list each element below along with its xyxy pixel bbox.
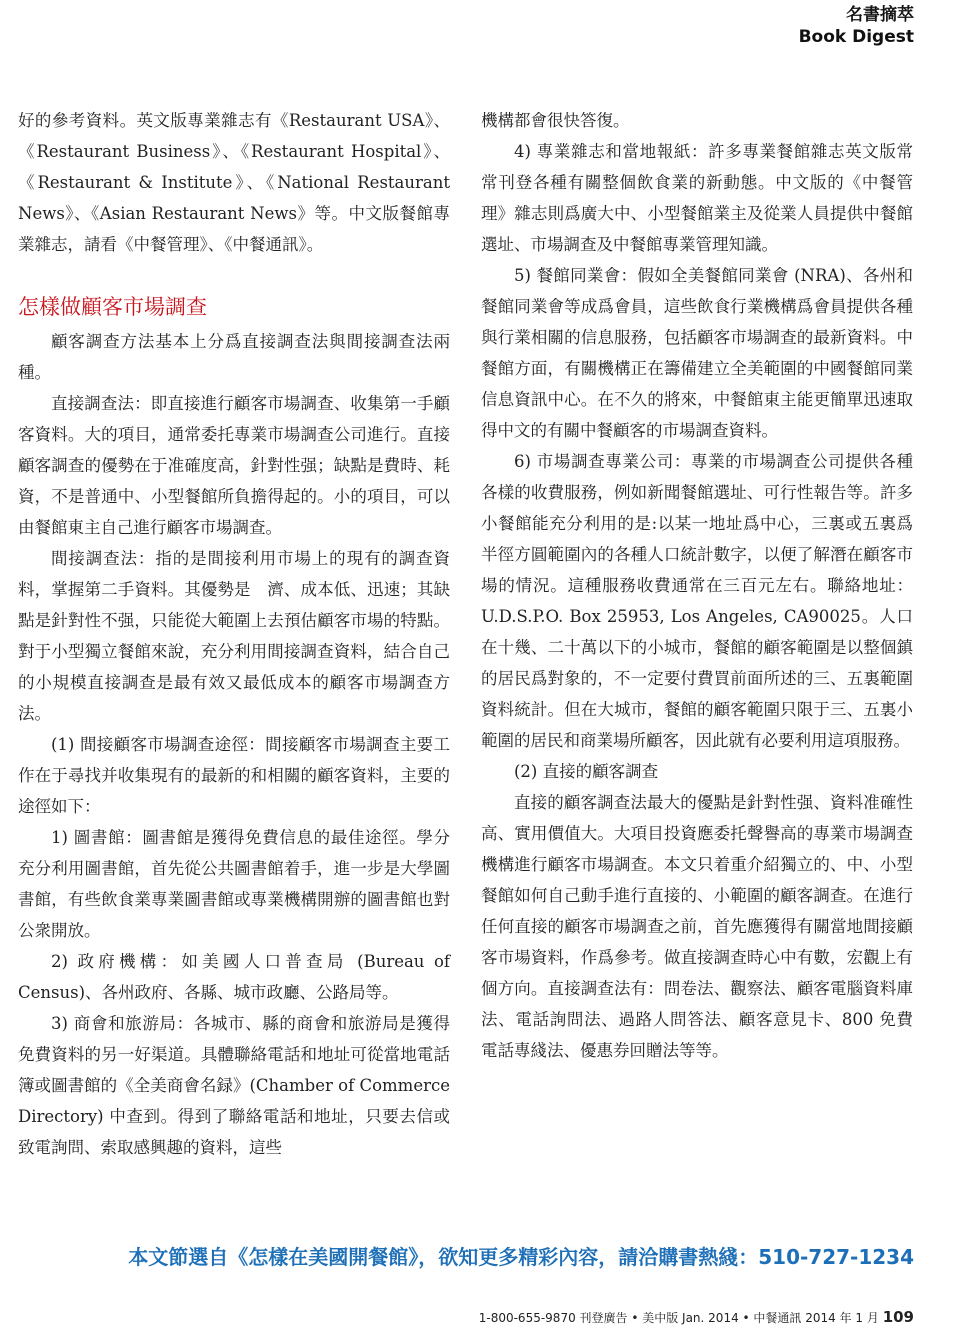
- paragraph: 機構都會很快答復。: [481, 111, 630, 130]
- promo-banner: 本文節選自《怎樣在美國開餐館》，欲知更多精彩內容，請洽購書熱綫：510-727-1234: [128, 1245, 914, 1269]
- page-footer: [479, 1307, 914, 1328]
- paragraph: 直接的顧客調查法最大的優點是針對性强、資料准確性高、實用價值大。大項目投資應委托聲譽高的專業市場調查機構進行顧客市場調查。本文只着重介紹獨立的、中、小型餐館如何自己動手進行直接的、小範圍的顧客調查。在進行任何直接的顧客市場調查之前，首先應獲得有關當地間接顧客市場資料，作爲參考。做直接調查時心中有數，宏觀上有個方向。直接調查法有：問卷法、觀察法、顧客電腦資料庫法、電話詢問法、過路人問答法、顧客意見卡、800 免費電話專綫法、優惠券回贈法等等。: [481, 793, 913, 1060]
- paragraph: 4) 專業雜志和當地報紙：許多專業餐館雜志英文版常常刊登各種有關整個飲食業的新動態。中文版的《中餐管理》雜志則爲廣大中、小型餐館業主及從業人員提供中餐館選址、市場調查及中餐館專業管理知識。: [481, 142, 913, 254]
- right-column: [481, 105, 913, 1066]
- paragraph: 顧客調查方法基本上分爲直接調查法與間接調查法兩種。: [18, 332, 450, 382]
- paragraph: 6) 市場調查專業公司：專業的市場調查公司提供各種各樣的收費服務，例如新聞餐館選址、可行性報告等。許多小餐館能充分利用的是:以某一地址爲中心，三裏或五裏爲半徑方圓範圍內的各種人口統計數字，以便了解潛在顧客市場的情況。這種服務收費通常在三百元左右。聯絡地址：U.D.S.P.O. Box 25953, Los Angeles, CA90025。人口在十幾、二十萬以下的小城市，餐館的顧客範圍是以整個鎮的居民爲對象的，不一定要付費買前面所述的三、五裏範圍資料統計。但在大城市，餐館的顧客範圍只限于三、五裏小範圍的居民和商業場所顧客，因此就有必要利用這項服務。: [481, 452, 913, 750]
- left-column: [18, 105, 450, 1163]
- paragraph: 5) 餐館同業會：假如全美餐館同業會 (NRA)、各州和餐館同業會等成爲會員，這些飲食行業機構爲會員提供各種與行業相關的信息服務，包括顧客市場調查的最新資料。中餐館方面，有關機構正在籌備建立全美範圍的中國餐館同業信息資訊中心。在不久的將來，中餐館東主能更簡單迅速取得中文的有關中餐顧客的市場調查資料。: [481, 266, 913, 440]
- paragraph: 間接調查法：指的是間接利用市場上的現有的調查資料，掌握第二手資料。其優勢是 濟、成本低、迅速；其缺點是針對性不强，只能從大範圍上去預估顧客市場的特點。對于小型獨立餐館來說，充分利用間接調查資料，結合自己的小規模直接調查是最有效又最低成本的顧客市場調查方法。: [18, 549, 450, 723]
- paragraph: (1) 間接顧客市場調查途徑：間接顧客市場調查主要工作在于尋找并收集現有的最新的和相關的顧客資料，主要的途徑如下：: [18, 735, 450, 816]
- section-title-en: Book Digest: [798, 27, 914, 47]
- paragraph: 3) 商會和旅游局：各城市、縣的商會和旅游局是獲得免費資料的另一好渠道。具體聯絡電話和地址可從當地電話簿或圖書館的《全美商會名録》(Chamber of Commerce Directory) 中查到。得到了聯絡電話和地址，只要去信或致電詢問、索取感興趣的資料，這些: [18, 1014, 450, 1157]
- section-title-zh: 名書摘萃: [846, 5, 914, 25]
- section-tag: [799, 4, 914, 48]
- paragraph: 2) 政府機構：如美國人口普查局 (Bureau of Census)、各州政府、各縣、城市政廳、公路局等。: [18, 952, 450, 1002]
- footer-text: 1-800-655-9870 刊登廣告 • 美中版 Jan. 2014 • 中餐通訊 2014 年 1 月: [478, 1311, 879, 1325]
- paragraph: 直接調查法：即直接進行顧客市場調查、收集第一手顧客資料。大的項目，通常委托專業市場調查公司進行。直接顧客調查的優勢在于准確度高，針對性强；缺點是費時、耗資，不是普通中、小型餐館所負擔得起的。小的項目，可以由餐館東主自己進行顧客市場調查。: [18, 394, 450, 537]
- subheading: (2) 直接的顧客調查: [514, 762, 659, 781]
- paragraph: 1) 圖書館：圖書館是獲得免費信息的最佳途徑。學分充分利用圖書館，首先從公共圖書館着手，進一步是大學圖書館，有些飲食業專業圖書館或專業機構開辦的圖書館也對公衆開放。: [18, 828, 450, 940]
- page-number: 109: [882, 1308, 914, 1326]
- section-heading: 怎樣做顧客市場調查: [18, 295, 207, 319]
- paragraph: 好的參考資料。英文版專業雜志有《Restaurant USA》、《Restaurant Business》、《Restaurant Hospital》、《Restaurant & Institute》、《National Restaurant News》、《Asian Restaurant News》等。中文版餐館專業雜志，請看《中餐管理》、《中餐通訊》。: [18, 111, 450, 254]
